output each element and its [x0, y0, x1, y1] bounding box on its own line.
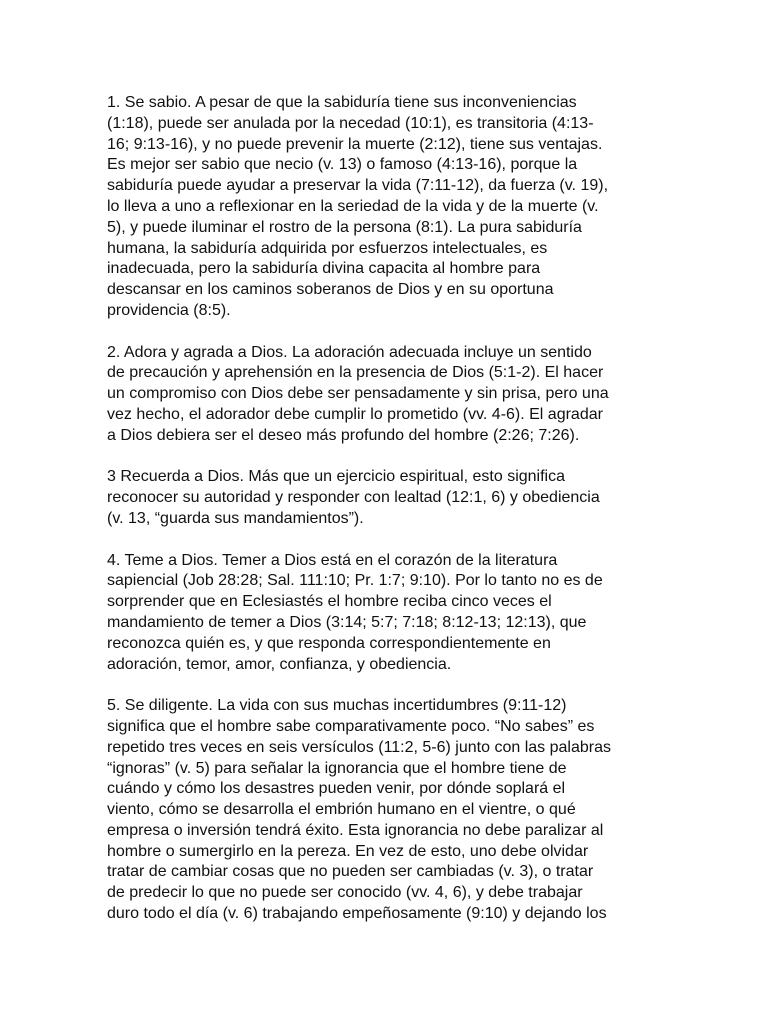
text-line: 3 Recuerda a Dios. Más que un ejercicio espiritual, esto significa	[107, 468, 566, 486]
text-line: adoración, temor, amor, confianza, y obediencia.	[107, 655, 452, 673]
text-line: (1:18), puede ser anulada por la necedad (10:1), es transitoria (4:13-	[107, 114, 594, 132]
text-line: 1. Se sabio. A pesar de que la sabiduría tiene sus inconveniencias	[107, 94, 577, 111]
text-line: 16; 9:13-16), y no puede prevenir la muerte (2:12), tiene sus ventajas.	[107, 135, 603, 153]
text-line: sapiencial (Job 28:28; Sal. 111:10; Pr. 1:7; 9:10). Por lo tanto no es de	[107, 572, 603, 590]
text-line: repetido tres veces en seis versículos (11:2, 5-6) junto con las palabras	[107, 738, 611, 756]
text-line: lo lleva a uno a reflexionar en la seriedad de la vida y de la muerte (v.	[107, 197, 599, 215]
text-line: a Dios debiera ser el deseo más profundo del hombre (2:26; 7:26).	[107, 426, 580, 444]
paragraph-teme-a-dios	[107, 551, 667, 676]
text-line: de predecir lo que no puede ser conocido (vv. 4, 6), y debe trabajar	[107, 884, 583, 902]
paragraph-adora-y-agrada	[107, 343, 667, 447]
text-line: reconocer su autoridad y responder con lealtad (12:1, 6) y obediencia	[107, 489, 600, 507]
text-line: 5), y puede iluminar el rostro de la persona (8:1). La pura sabiduría	[107, 218, 582, 236]
text-line: duro todo el día (v. 6) trabajando empeñosamente (9:10) y dejando los	[107, 905, 607, 923]
text-line: 5. Se diligente. La vida con sus muchas incertidumbres (9:11-12)	[107, 697, 567, 715]
text-line: reconozca quién es, y que responda correspondientemente en	[107, 634, 551, 652]
paragraph-recuerda-a-dios	[107, 467, 667, 529]
text-line: significa que el hombre sabe comparativamente poco. “No sabes” es	[107, 717, 595, 735]
text-line: Es mejor ser sabio que necio (v. 13) o famoso (4:13-16), porque la	[107, 156, 578, 174]
paragraph-se-sabio	[107, 93, 667, 322]
paragraph-se-diligente	[107, 696, 667, 925]
text-line: cuándo y cómo los desastres pueden venir, por dónde soplará el	[107, 780, 566, 798]
document-page	[107, 93, 667, 946]
text-line: sabiduría puede ayudar a preservar la vida (7:11-12), da fuerza (v. 19),	[107, 177, 609, 195]
text-line: empresa o inversión tendrá éxito. Esta ignorancia no debe paralizar al	[107, 821, 604, 839]
text-line: hombre o sumergirlo en la pereza. En vez de esto, uno debe olvidar	[107, 842, 589, 860]
text-line: “ignoras” (v. 5) para señalar la ignorancia que el hombre tiene de	[107, 759, 567, 777]
text-line: inadecuada, pero la sabiduría divina capacita al hombre para	[107, 260, 541, 278]
text-line: humana, la sabiduría adquirida por esfuerzos intelectuales, es	[107, 239, 548, 257]
text-line: un compromiso con Dios debe ser pensadamente y sin prisa, pero una	[107, 385, 609, 403]
text-line: mandamiento de temer a Dios (3:14; 5:7; 7:18; 8:12-13; 12:13), que	[107, 613, 587, 631]
text-line: 2. Adora y agrada a Dios. La adoración adecuada incluye un sentido	[107, 343, 592, 361]
text-line: providencia (8:5).	[107, 301, 231, 319]
text-line: descansar en los caminos soberanos de Dios y en su oportuna	[107, 281, 554, 299]
text-line: viento, cómo se desarrolla el embrión humano en el vientre, o qué	[107, 801, 576, 819]
text-line: 4. Teme a Dios. Temer a Dios está en el corazón de la literatura	[107, 551, 558, 569]
text-line: de precaución y aprehensión en la presencia de Dios (5:1-2). El hacer	[107, 364, 604, 382]
text-line: tratar de cambiar cosas que no pueden ser cambiadas (v. 3), o tratar	[107, 863, 594, 881]
text-line: vez hecho, el adorador debe cumplir lo prometido (vv. 4-6). El agradar	[107, 405, 603, 423]
text-line: sorprender que en Eclesiastés el hombre reciba cinco veces el	[107, 593, 552, 611]
text-line: (v. 13, “guarda sus mandamientos”).	[107, 509, 364, 527]
